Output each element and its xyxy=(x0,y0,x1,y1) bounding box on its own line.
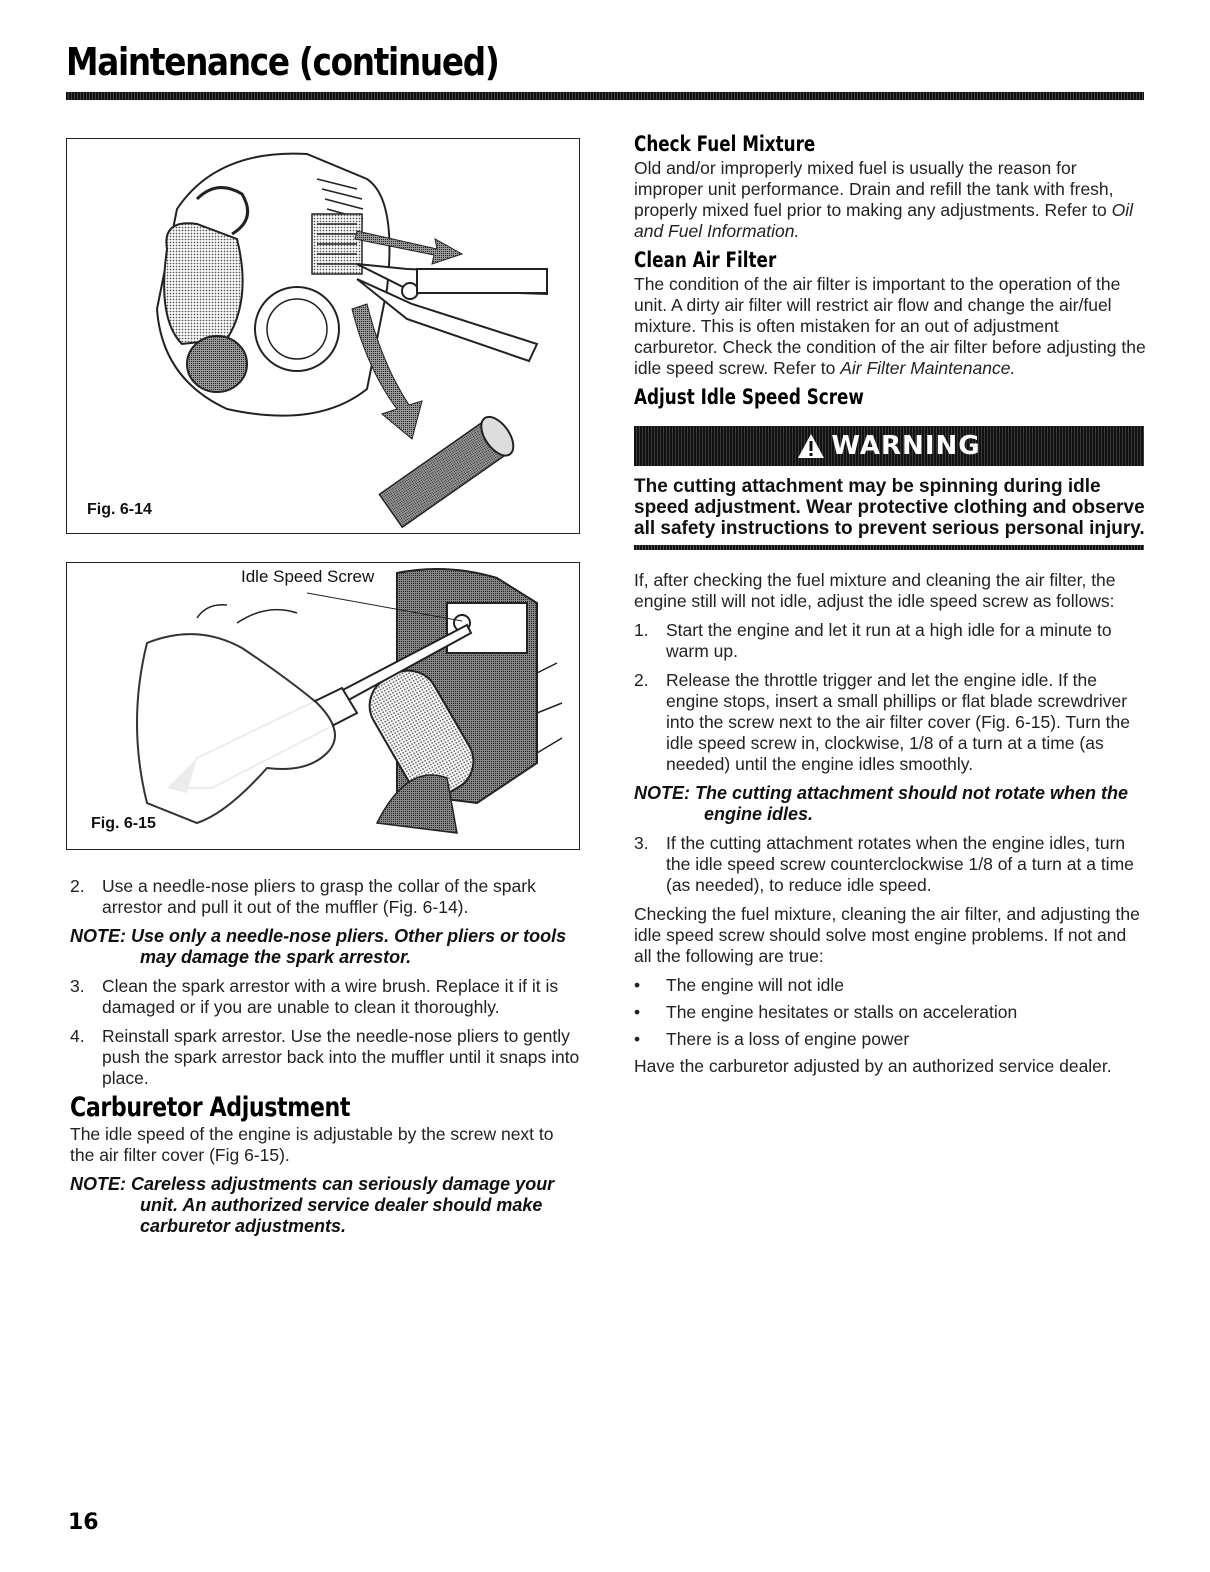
engine-illustration xyxy=(67,139,579,533)
note-text: The cutting attachment should not rotate when the engine idles. xyxy=(695,783,1129,824)
figure-label: Fig. 6-14 xyxy=(87,501,152,518)
idle-screw-illustration xyxy=(67,563,579,849)
warning-triangle-icon xyxy=(797,433,825,459)
page-number: 16 xyxy=(68,1510,99,1535)
note-lead: NOTE: xyxy=(70,926,126,946)
warning-text: The cutting attachment may be spinning during idle speed adjustment. Wear protective clothing and observe all safety instructions to prevent serious personal injury. xyxy=(634,476,1145,539)
list-item xyxy=(634,1002,1146,1023)
step-text: Reinstall spark arrestor. Use the needle-nose pliers to gently push the spark arrestor back into the muffler until it snaps into place. xyxy=(102,1026,580,1088)
list-item xyxy=(634,1029,1146,1050)
paragraph-text: The condition of the air filter is important to the operation of the unit. A dirty air filter will restrict air flow and change the air/fuel mixture. This is often mistaken for an out of adjustment carburetor. Check the condition of the air filter before adjusting the idle speed screw. Refer to xyxy=(634,274,1146,378)
bullet-icon: • xyxy=(634,975,641,995)
warning-label: WARNING xyxy=(831,430,981,461)
step-3-clean-arrestor xyxy=(70,976,580,1018)
clean-air-filter-text xyxy=(634,274,1146,379)
left-column xyxy=(70,876,580,1245)
step-number: 4. xyxy=(70,1026,85,1046)
carburetor-adjustment-heading: Carburetor Adjustment xyxy=(70,1092,350,1123)
note-text: Careless adjustments can seriously damage your unit. An authorized service dealer should make carburetor adjustments. xyxy=(131,1174,555,1236)
note-text: Use only a needle-nose pliers. Other pliers or tools may damage the spark arrestor. xyxy=(131,926,567,967)
step-number: 2. xyxy=(634,670,649,690)
bullet-text: There is a loss of engine power xyxy=(666,1029,910,1049)
idle-intro: If, after checking the fuel mixture and cleaning the air filter, the engine still will not idle, adjust the idle speed screw as follows: xyxy=(634,570,1116,611)
clean-air-filter-heading: Clean Air Filter xyxy=(634,248,777,272)
idle-speed-screw-callout: Idle Speed Screw xyxy=(241,567,375,586)
carburetor-intro: The idle speed of the engine is adjustable by the screw next to the air filter cover (Fig 6-15). xyxy=(70,1124,554,1165)
step-number: 3. xyxy=(70,976,85,996)
step-number: 2. xyxy=(70,876,85,896)
step-text: If the cutting attachment rotates when the engine idles, turn the idle speed screw counterclockwise 1/8 of a turn at a time (as needed), to reduce idle speed. xyxy=(666,833,1134,895)
note-lead: NOTE: xyxy=(634,783,690,803)
idle-summary: Checking the fuel mixture, cleaning the air filter, and adjusting the idle speed screw should solve most engine problems. If not and all the following are true: xyxy=(634,904,1140,966)
idle-closing: Have the carburetor adjusted by an authorized service dealer. xyxy=(634,1056,1112,1076)
air-filter-reference: Air Filter Maintenance. xyxy=(840,358,1016,378)
step-text: Start the engine and let it run at a high idle for a minute to warm up. xyxy=(666,620,1112,661)
fuel-reference: Oil and Fuel Information. xyxy=(634,200,1133,241)
page-title: Maintenance (continued) xyxy=(66,40,499,84)
bullet-text: The engine hesitates or stalls on acceleration xyxy=(666,1002,1018,1022)
check-fuel-heading: Check Fuel Mixture xyxy=(634,132,816,156)
right-column xyxy=(634,134,1146,1085)
paragraph-text: Old and/or improperly mixed fuel is usually the reason for improper unit performance. Drain and refill the tank with fresh, properly mixed fuel prior to making any adjustments. Refer to xyxy=(634,158,1114,220)
list-item xyxy=(634,975,1146,996)
note-careless-adjustments xyxy=(70,1174,580,1237)
title-rule xyxy=(66,92,1144,100)
adjust-idle-heading: Adjust Idle Speed Screw xyxy=(634,385,864,409)
figure-6-14 xyxy=(66,138,580,534)
idle-step-2 xyxy=(634,670,1146,775)
warning-banner xyxy=(634,426,1144,466)
step-text: Release the throttle trigger and let the engine idle. If the engine stops, insert a small phillips or flat blade screwdriver into the screw next to the air filter cover (Fig. 6-15). Turn the idle speed screw in, clockwise, 1/8 of a turn at a time (as needed) until the engine idles smoothly. xyxy=(666,670,1130,774)
step-number: 1. xyxy=(634,620,649,640)
step-text: Clean the spark arrestor with a wire brush. Replace it if it is damaged or if you are unable to clean it thoroughly. xyxy=(102,976,559,1017)
step-4-reinstall-arrestor xyxy=(70,1026,580,1089)
note-lead: NOTE: xyxy=(70,1174,126,1194)
bullet-text: The engine will not idle xyxy=(666,975,845,995)
check-fuel-text xyxy=(634,158,1146,242)
bullet-icon: • xyxy=(634,1002,641,1022)
note-cutting-attachment xyxy=(634,783,1146,825)
warning-rule xyxy=(634,545,1144,550)
step-2-remove-arrestor xyxy=(70,876,580,918)
step-text: Use a needle-nose pliers to grasp the collar of the spark arrestor and pull it out of the muffler (Fig. 6-14). xyxy=(102,876,536,917)
idle-step-3 xyxy=(634,833,1146,896)
idle-step-1 xyxy=(634,620,1146,662)
note-needle-nose xyxy=(70,926,580,968)
bullet-icon: • xyxy=(634,1029,641,1049)
step-number: 3. xyxy=(634,833,649,853)
figure-label: Fig. 6-15 xyxy=(91,815,156,832)
figure-6-15 xyxy=(66,562,580,850)
